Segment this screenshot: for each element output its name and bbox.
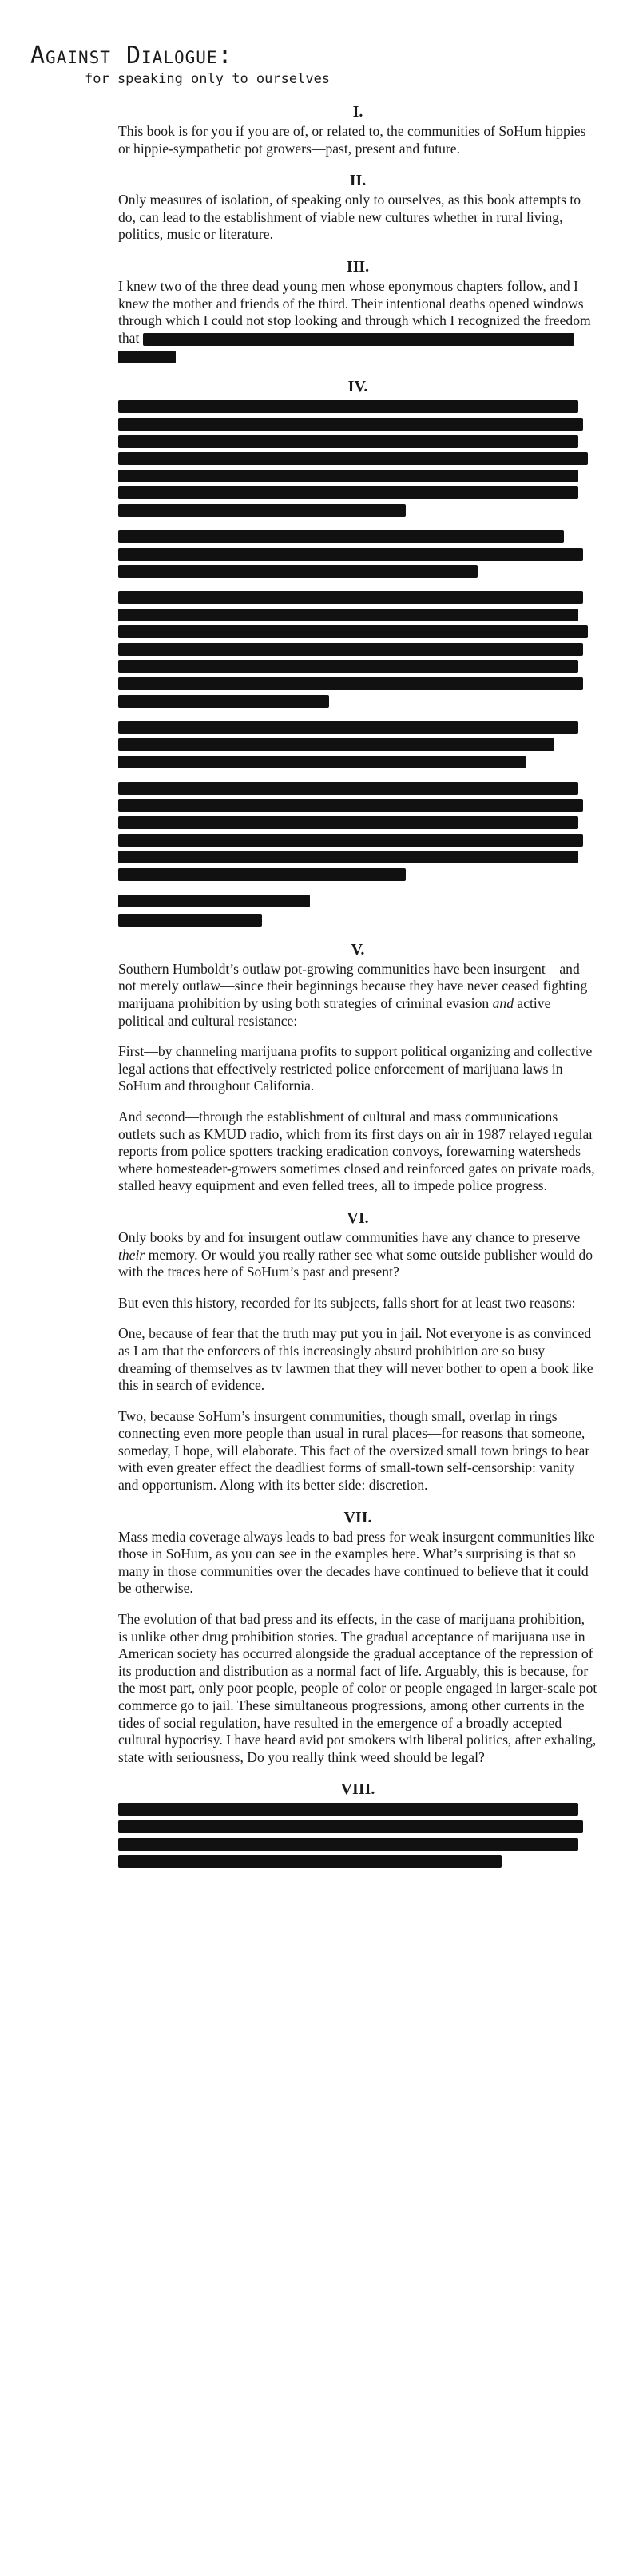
redaction-bar xyxy=(118,868,406,881)
redaction-bar xyxy=(118,400,578,413)
paragraph: First—by channeling marijuana profits to support political organizing and collective legal actions that effectively restricted police enforcement of marijuana laws in SoHum and throughout California. xyxy=(118,1043,593,1094)
paragraph xyxy=(118,961,597,1030)
paragraph: Mass media coverage always leads to bad press for weak insurgent communities like those in SoHum, as you can see in the examples here. What’s surprising is that so many in those communities over the decades have continued to believe that it could be otherwise. xyxy=(118,1528,595,1597)
redacted-block xyxy=(118,1803,597,1868)
paragraph-text: active political and cultural resistance: xyxy=(118,995,551,1029)
paragraph: Two, because SoHum’s insurgent communities, though small, overlap in rings connecting even more people than usual in rural places—for reasons that someone, someday, I hope, will elaborate. This fact of the oversized small town brings to bear with even greater effect the deadliest forms of small-town self-censorship: vanity and opportunism. Along with its better side: discretion. xyxy=(118,1407,590,1494)
redaction-bar xyxy=(118,660,578,673)
redaction-bar xyxy=(118,695,329,708)
page-title: Against Dialogue: xyxy=(30,42,233,69)
header xyxy=(30,42,330,88)
redaction-bar xyxy=(118,756,526,768)
document-body xyxy=(118,102,597,1881)
section-number: IV. xyxy=(347,378,368,396)
paragraph: And second—through the establishment of cultural and mass communications outlets such as KMUD radio, which from its first days on air in 1987 relayed regular reports from police spotters tracking eradication convoys, forewarning watersheds where homesteader-growers sometimes closed and reinforced gates on private roads, stalled heavy equipment and even felled trees, all to impede police progress. xyxy=(118,1108,595,1194)
section-number: VII. xyxy=(343,1508,372,1526)
paragraph-text: memory. Or would you really rather see what some outside publisher would do with the traces here of SoHum’s past and present? xyxy=(118,1246,593,1280)
emphasis: and xyxy=(492,995,514,1011)
section-number: VI. xyxy=(347,1209,369,1227)
section-number: III. xyxy=(346,257,370,276)
section-number: V. xyxy=(351,940,365,959)
redaction-bar xyxy=(118,435,578,448)
redaction-bar xyxy=(118,1803,578,1816)
redacted-block xyxy=(118,591,597,708)
redaction-bar xyxy=(118,738,554,751)
redaction-bar xyxy=(118,351,176,363)
redaction-bar xyxy=(118,782,578,795)
redaction-bar xyxy=(118,530,564,543)
section-number: II. xyxy=(349,172,367,190)
paragraph xyxy=(118,1229,597,1281)
redaction-bar xyxy=(118,504,406,517)
redaction-bar xyxy=(118,565,478,578)
redaction-bar xyxy=(118,609,578,621)
paragraph-text: Only books by and for insurgent outlaw communities have any chance to preserve xyxy=(118,1228,581,1245)
redacted-block xyxy=(118,351,597,363)
redaction-bar xyxy=(118,643,583,656)
section-number: VIII. xyxy=(340,1780,375,1799)
redaction-bar xyxy=(118,895,310,907)
redacted-block xyxy=(118,895,597,907)
redaction-bar xyxy=(118,721,578,734)
redaction-bar xyxy=(118,418,583,431)
redaction-bar xyxy=(118,834,583,847)
paragraph: One, because of fear that the truth may put you in jail. Not everyone is as convinced as I am that the enforcers of this increasingly absurd prohibition are so busy dreaming of themselves as tv lawmen that they will never bother to open a book like this in search of evidence. xyxy=(118,1325,593,1394)
redacted-block xyxy=(118,721,597,768)
paragraph-text: Southern Humboldt’s outlaw pot-growing communities have been insurgent—and not merely outlaw—since their beginnings because they have never ceased fighting marijuana prohibition by using both strategies of criminal evasion xyxy=(118,960,588,1011)
paragraph: This book is for you if you are of, or related to, the communities of SoHum hippies or hippie-sympathetic pot growers—past, present and future. xyxy=(118,123,586,157)
redaction-bar xyxy=(118,452,588,465)
emphasis: their xyxy=(118,1246,145,1263)
redaction-bar xyxy=(118,1855,502,1868)
redaction-bar xyxy=(118,914,262,927)
page-subtitle: for speaking only to ourselves xyxy=(85,71,331,87)
redaction-bar xyxy=(118,677,583,690)
redaction-bar xyxy=(118,625,588,638)
redaction-bar xyxy=(118,816,578,829)
redaction-bar xyxy=(143,333,574,346)
paragraph: The evolution of that bad press and its effects, in the case of marijuana prohibition, is unlike other drug prohibition stories. The gradual acceptance of marijuana use in American society has occurred alongside the gradual acceptance of the repression of its production and distribution as a normal fact of life. Arguably, this is because, for the most part, only poor people, people of color or people engaged in larger-scale pot commerce go to jail. These simultaneous progressions, among other currents in the tides of social regulation, have resulted in the emergence of a broadly accepted cultural hypocrisy. I have heard avid pot smokers with liberal politics, after exhaling, state with seriousness, Do you really think weed should be legal? xyxy=(118,1611,597,1765)
paragraph-text: that xyxy=(118,329,140,346)
redaction-bar xyxy=(118,799,583,812)
redacted-block xyxy=(118,400,597,517)
redaction-bar xyxy=(118,851,578,863)
redaction-bar xyxy=(118,1838,578,1851)
redaction-bar xyxy=(118,470,578,482)
redaction-bar xyxy=(118,486,578,499)
redacted-block xyxy=(118,782,597,881)
paragraph xyxy=(118,278,597,347)
redaction-bar xyxy=(118,548,583,561)
redacted-block xyxy=(118,530,597,578)
section-number: I. xyxy=(352,103,363,121)
paragraph: Only measures of isolation, of speaking only to ourselves, as this book attempts to do, can lead to the establishment of viable new cultures whether in rural living, politics, music or literature. xyxy=(118,192,581,243)
paragraph: But even this history, recorded for its subjects, falls short for at least two reasons: xyxy=(118,1294,576,1311)
paragraph-text: I knew two of the three dead young men whose eponymous chapters follow, and I knew the mother and friends of the third. Their intentional deaths opened windows through which I could not stop looking and through which I recognized the freedom xyxy=(118,277,591,329)
redaction-bar xyxy=(118,591,583,604)
redaction-bar xyxy=(118,1820,583,1833)
redacted-block xyxy=(118,914,597,927)
